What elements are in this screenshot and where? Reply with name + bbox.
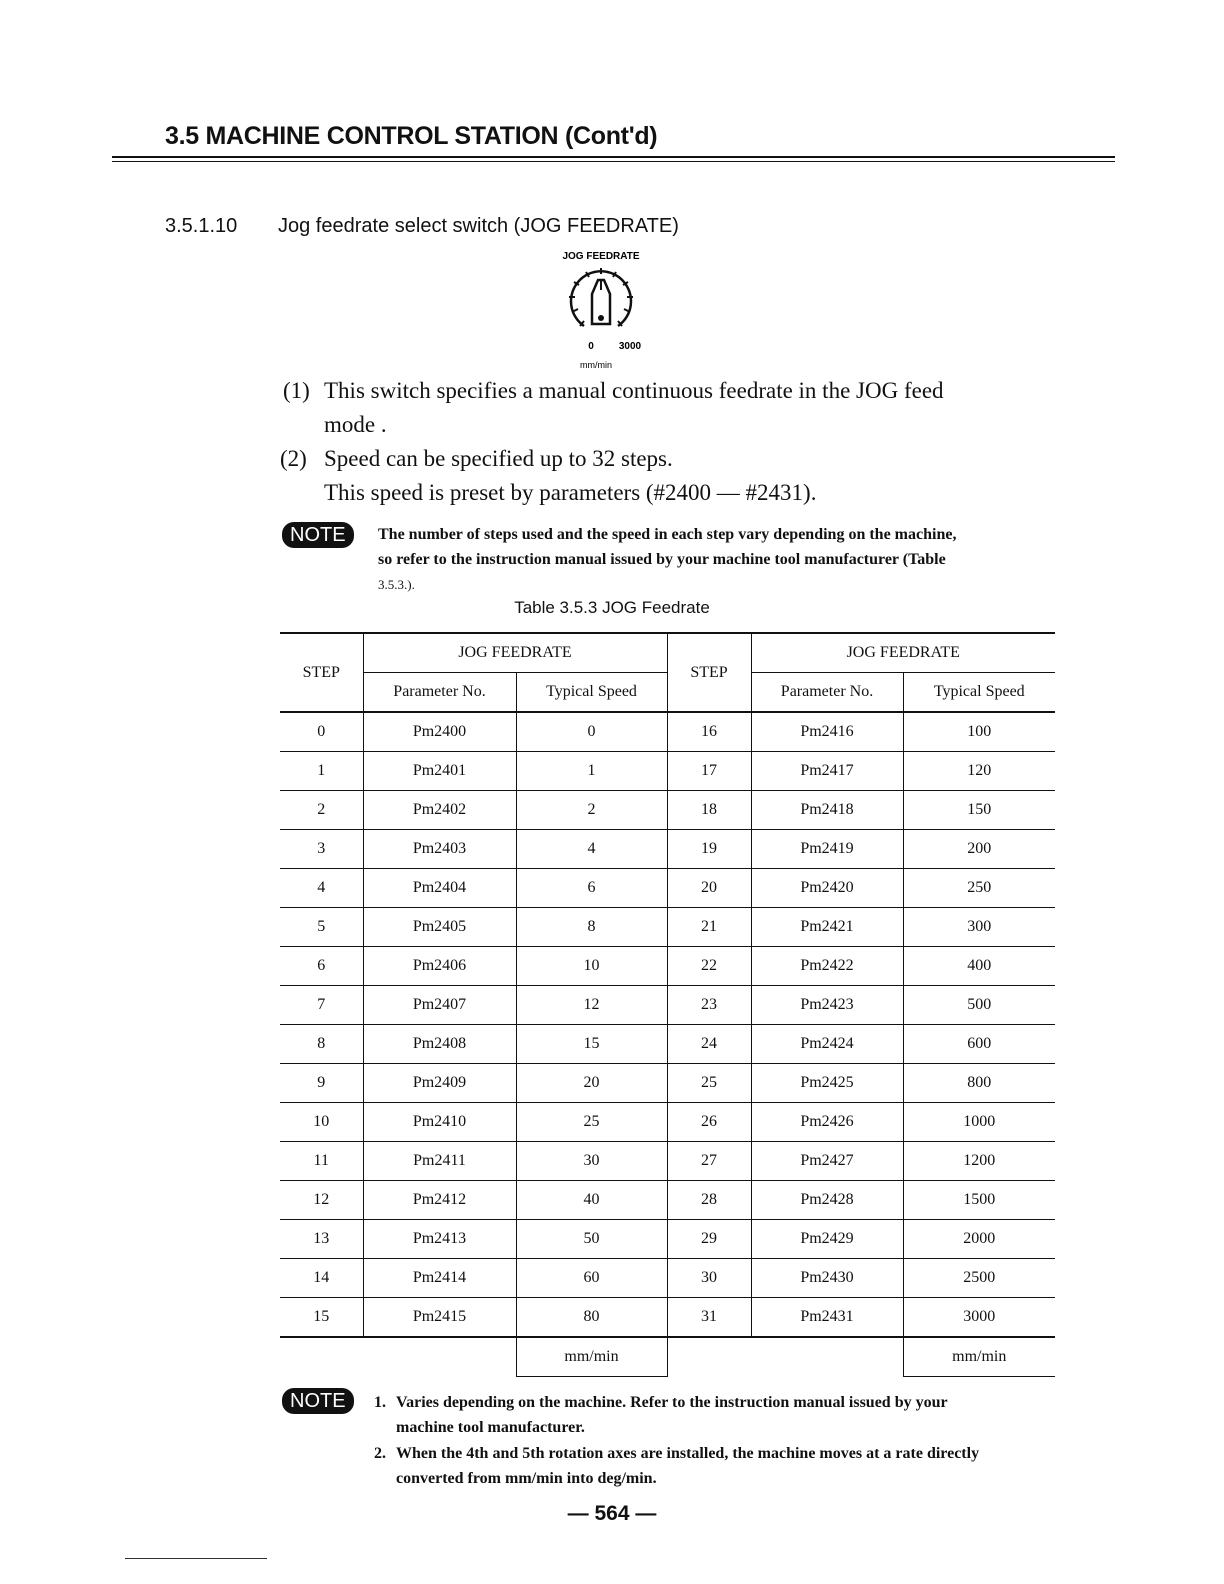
dial-unit-label: mm/min	[580, 360, 612, 370]
parameter-cell: Pm2409	[363, 1064, 516, 1103]
table-row	[280, 712, 1055, 752]
step-cell: 19	[667, 830, 751, 869]
parameter-cell: Pm2413	[363, 1220, 516, 1259]
para-1-line-1: This switch specifies a manual continuous feedrate in the JOG feed	[324, 378, 944, 403]
speed-cell: 1200	[903, 1142, 1055, 1181]
para-2-number: (2)	[280, 446, 307, 471]
speed-cell: 2000	[903, 1220, 1055, 1259]
note-1-line-2: so refer to the instruction manual issued by your machine tool manufacturer (Table	[378, 551, 946, 568]
parameter-cell: Pm2421	[751, 908, 903, 947]
step-cell: 26	[667, 1103, 751, 1142]
speed-cell: 3000	[903, 1298, 1055, 1338]
jog-feedrate-table	[280, 632, 1055, 1377]
parameter-cell: Pm2412	[363, 1181, 516, 1220]
parameter-header: Parameter No.	[363, 673, 516, 713]
speed-cell: 60	[516, 1259, 667, 1298]
step-cell: 21	[667, 908, 751, 947]
table-caption: Table 3.5.3 JOG Feedrate	[514, 598, 710, 617]
speed-cell: 120	[903, 752, 1055, 791]
speed-cell: 500	[903, 986, 1055, 1025]
speed-cell: 25	[516, 1103, 667, 1142]
dial-knob-icon	[536, 246, 666, 376]
parameter-cell: Pm2414	[363, 1259, 516, 1298]
parameter-cell: Pm2406	[363, 947, 516, 986]
step-cell: 16	[667, 712, 751, 752]
table-row	[280, 1103, 1055, 1142]
note-1-line-3: 3.5.3.).	[378, 577, 415, 592]
parameter-cell: Pm2408	[363, 1025, 516, 1064]
table-row	[280, 869, 1055, 908]
step-cell: 23	[667, 986, 751, 1025]
parameter-cell: Pm2411	[363, 1142, 516, 1181]
parameter-cell: Pm2415	[363, 1298, 516, 1338]
unit-cell: mm/min	[516, 1337, 667, 1377]
step-cell: 9	[280, 1064, 363, 1103]
para-1-number: (1)	[283, 378, 310, 403]
header-rule-thin	[112, 161, 1115, 162]
parameter-cell: Pm2405	[363, 908, 516, 947]
parameter-cell: Pm2426	[751, 1103, 903, 1142]
para-1-line-2: mode .	[324, 412, 387, 437]
speed-cell: 100	[903, 712, 1055, 752]
jog-feedrate-dial	[536, 246, 666, 376]
empty-cell	[363, 1337, 516, 1377]
table-row	[280, 947, 1055, 986]
step-cell: 5	[280, 908, 363, 947]
note-1-line-1: The number of steps used and the speed in each step vary depending on the machine,	[378, 526, 957, 543]
table-row	[280, 986, 1055, 1025]
parameter-cell: Pm2400	[363, 712, 516, 752]
speed-cell: 2500	[903, 1259, 1055, 1298]
empty-cell	[280, 1337, 363, 1377]
parameter-cell: Pm2419	[751, 830, 903, 869]
parameter-cell: Pm2420	[751, 869, 903, 908]
speed-cell: 200	[903, 830, 1055, 869]
step-cell: 20	[667, 869, 751, 908]
table-row	[280, 1259, 1055, 1298]
step-cell: 15	[280, 1298, 363, 1338]
step-cell: 29	[667, 1220, 751, 1259]
speed-cell: 15	[516, 1025, 667, 1064]
table-row	[280, 752, 1055, 791]
header-rule	[112, 156, 1115, 158]
parameter-cell: Pm2402	[363, 791, 516, 830]
table-row	[280, 1025, 1055, 1064]
parameter-cell: Pm2418	[751, 791, 903, 830]
step-cell: 6	[280, 947, 363, 986]
parameter-cell: Pm2417	[751, 752, 903, 791]
step-cell: 2	[280, 791, 363, 830]
parameter-cell: Pm2422	[751, 947, 903, 986]
parameter-cell: Pm2423	[751, 986, 903, 1025]
parameter-cell: Pm2416	[751, 712, 903, 752]
parameter-cell: Pm2410	[363, 1103, 516, 1142]
step-cell: 11	[280, 1142, 363, 1181]
table-row	[280, 1181, 1055, 1220]
speed-cell: 1	[516, 752, 667, 791]
parameter-cell: Pm2431	[751, 1298, 903, 1338]
step-header: STEP	[280, 633, 363, 712]
step-cell: 1	[280, 752, 363, 791]
table-row	[280, 1064, 1055, 1103]
step-cell: 0	[280, 712, 363, 752]
empty-cell	[667, 1337, 751, 1377]
note-badge: NOTE	[282, 1388, 354, 1414]
speed-header: Typical Speed	[903, 673, 1055, 713]
step-cell: 18	[667, 791, 751, 830]
speed-cell: 30	[516, 1142, 667, 1181]
table-row	[280, 830, 1055, 869]
speed-cell: 12	[516, 986, 667, 1025]
speed-cell: 250	[903, 869, 1055, 908]
section-header: 3.5 MACHINE CONTROL STATION (Cont'd)	[165, 122, 658, 150]
speed-cell: 1500	[903, 1181, 1055, 1220]
speed-cell: 50	[516, 1220, 667, 1259]
step-cell: 30	[667, 1259, 751, 1298]
note-2-item-2-line-2: converted from mm/min into deg/min.	[396, 1470, 657, 1487]
parameter-cell: Pm2407	[363, 986, 516, 1025]
step-cell: 8	[280, 1025, 363, 1064]
speed-cell: 150	[903, 791, 1055, 830]
section-title: Jog feedrate select switch (JOG FEEDRATE)	[278, 215, 679, 237]
speed-cell: 10	[516, 947, 667, 986]
table-row	[280, 908, 1055, 947]
step-cell: 4	[280, 869, 363, 908]
parameter-header: Parameter No.	[751, 673, 903, 713]
step-cell: 14	[280, 1259, 363, 1298]
speed-cell: 4	[516, 830, 667, 869]
table-row	[280, 791, 1055, 830]
parameter-cell: Pm2429	[751, 1220, 903, 1259]
step-cell: 31	[667, 1298, 751, 1338]
speed-cell: 800	[903, 1064, 1055, 1103]
jog-feedrate-header: JOG FEEDRATE	[751, 633, 1055, 673]
step-cell: 12	[280, 1181, 363, 1220]
step-cell: 25	[667, 1064, 751, 1103]
step-cell: 7	[280, 986, 363, 1025]
speed-cell: 1000	[903, 1103, 1055, 1142]
note-2-item-1-line-1: Varies depending on the machine. Refer to the instruction manual issued by your	[396, 1394, 948, 1411]
dial-min-label: 0	[588, 341, 594, 352]
parameter-cell: Pm2403	[363, 830, 516, 869]
speed-cell: 400	[903, 947, 1055, 986]
dial-max-label: 3000	[618, 341, 642, 352]
step-header: STEP	[667, 633, 751, 712]
unit-cell: mm/min	[903, 1337, 1055, 1377]
speed-cell: 20	[516, 1064, 667, 1103]
parameter-cell: Pm2424	[751, 1025, 903, 1064]
note-2-item-1-line-2: machine tool manufacturer.	[396, 1419, 585, 1436]
speed-cell: 600	[903, 1025, 1055, 1064]
table-row	[280, 1142, 1055, 1181]
unit-row	[280, 1337, 1055, 1377]
speed-cell: 2	[516, 791, 667, 830]
parameter-cell: Pm2428	[751, 1181, 903, 1220]
speed-cell: 300	[903, 908, 1055, 947]
parameter-cell: Pm2404	[363, 869, 516, 908]
step-cell: 3	[280, 830, 363, 869]
parameter-cell: Pm2425	[751, 1064, 903, 1103]
footer-rule	[125, 1558, 267, 1559]
table-row	[280, 1298, 1055, 1338]
note-2-item-1-number: 1.	[374, 1394, 386, 1411]
empty-cell	[751, 1337, 903, 1377]
parameter-cell: Pm2430	[751, 1259, 903, 1298]
step-cell: 17	[667, 752, 751, 791]
jog-feedrate-header: JOG FEEDRATE	[363, 633, 667, 673]
step-cell: 28	[667, 1181, 751, 1220]
parameter-cell: Pm2427	[751, 1142, 903, 1181]
speed-cell: 8	[516, 908, 667, 947]
para-2-line-2: This speed is preset by parameters (#2400 — #2431).	[324, 480, 817, 505]
note-2-item-2-line-1: When the 4th and 5th rotation axes are installed, the machine moves at a rate directly	[396, 1445, 980, 1462]
step-cell: 22	[667, 947, 751, 986]
parameter-cell: Pm2401	[363, 752, 516, 791]
note-2-item-2-number: 2.	[374, 1445, 386, 1462]
step-cell: 27	[667, 1142, 751, 1181]
speed-cell: 0	[516, 712, 667, 752]
note-badge: NOTE	[282, 522, 354, 548]
para-2-line-1: Speed can be specified up to 32 steps.	[324, 446, 673, 471]
speed-cell: 6	[516, 869, 667, 908]
speed-cell: 80	[516, 1298, 667, 1338]
page-number: — 564 —	[567, 1502, 657, 1525]
section-number: 3.5.1.10	[165, 215, 238, 237]
table-row	[280, 1220, 1055, 1259]
step-cell: 10	[280, 1103, 363, 1142]
dial-label: JOG FEEDRATE	[562, 251, 640, 262]
speed-cell: 40	[516, 1181, 667, 1220]
step-cell: 13	[280, 1220, 363, 1259]
step-cell: 24	[667, 1025, 751, 1064]
speed-header: Typical Speed	[516, 673, 667, 713]
